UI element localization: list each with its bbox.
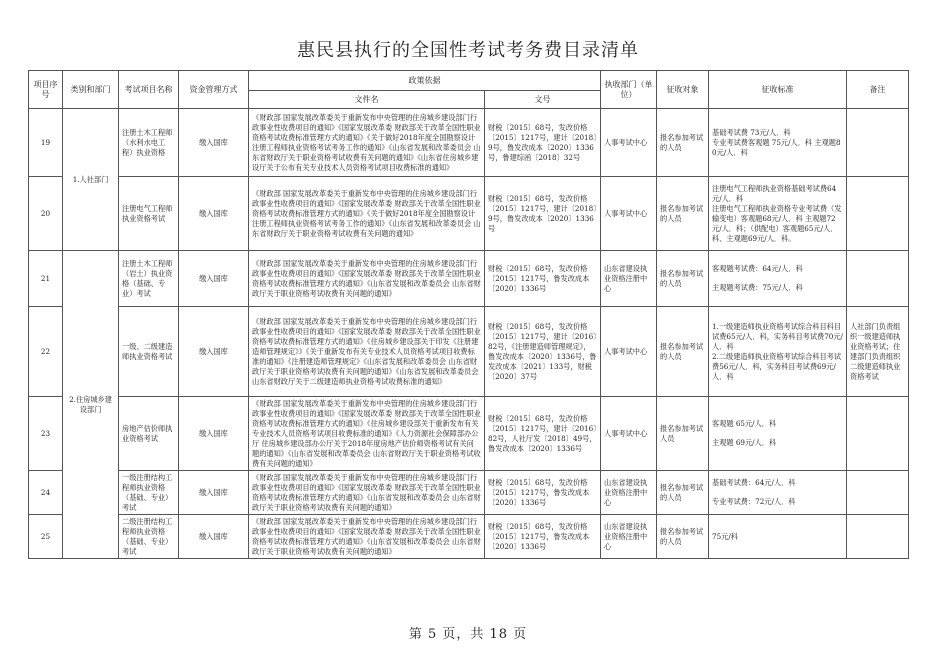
table-row	[29, 109, 909, 177]
exam-name-cell: 房地产估价师执业资格考试	[119, 397, 179, 471]
header-category: 类别和部门	[63, 71, 119, 109]
remark-cell	[847, 397, 909, 471]
standard-line: 主观题考试费：75元/人．科	[712, 283, 803, 292]
standard-line: 1.一级建造师执业资格考试综合科目科目试费65元/人．科，实务科目考试费70元/人．科	[712, 321, 843, 351]
standard-cell	[709, 307, 847, 397]
dept-cell: 山东省建设执业资格注册中心	[601, 251, 657, 307]
fund-mgmt-cell: 缴入国库	[179, 307, 249, 397]
table-row	[29, 397, 909, 471]
seq-cell: 25	[29, 515, 63, 559]
doc-no-cell: 财税〔2015〕68号，发改价格〔2015〕1217号，建计〔2016〕82号，人社厅发〔2018〕49号，鲁发改成本〔2020〕1336号	[485, 397, 601, 471]
target-cell: 报名参加考试的人员	[657, 251, 709, 307]
header-remark: 备注	[847, 71, 909, 109]
doc-no-cell: 财税〔2015〕68号，发改价格〔2015〕1217号，建计〔2018〕9号，鲁发改成本〔2020〕1336号	[485, 177, 601, 251]
header-fund-mgmt: 资金管理方式	[179, 71, 249, 109]
standard-cell	[709, 177, 847, 251]
remark-cell	[847, 471, 909, 515]
header-doc-no: 文号	[485, 91, 601, 109]
table-row	[29, 515, 909, 559]
fund-mgmt-cell: 缴入国库	[179, 471, 249, 515]
doc-no-cell: 财税〔2015〕68号，发改价格〔2015〕1217号，建计〔2018〕9号，鲁发改成本〔2020〕1336号，鲁建综函〔2018〕32号	[485, 109, 601, 177]
exam-name-cell: 一级、二级建造师执业资格考试	[119, 307, 179, 397]
dept-cell: 人事考试中心	[601, 109, 657, 177]
doc-no-cell: 财税〔2015〕68号，发改价格〔2015〕1217号，鲁发改成本〔2020〕1336号	[485, 471, 601, 515]
seq-cell: 23	[29, 397, 63, 471]
standard-line: 75元/科	[712, 531, 738, 541]
header-seq: 项目序号	[29, 71, 63, 109]
doc-no-cell: 财税〔2015〕68号，发改价格〔2015〕1217号，鲁发改成本〔2020〕1336号	[485, 251, 601, 307]
exam-name-cell: 注册土木工程师（岩土）执业资格（基础、专业）考试	[119, 251, 179, 307]
file-name-cell: 《财政部 国家发展改革委关于重新发布中央管理的住房城乡建设部门行政事业性收费项目的通知》《国家发展改革委 财政部关于改革全国性职业资格考试收费标准管理方式的通知》《住房城乡建设部关于重新发布有关专业技术人员资格考试项目收费标准的通知》《人力资源社会保障部办公厅 住房城乡建设部办公厅关于2018年度房地产估价师资格考试有关问题的通知》《山东省发展和改革委员会 山东省财政厅关于职业资格考试收费有关问题的通知》	[249, 397, 485, 471]
dept-cell: 山东省建设执业资格注册中心	[601, 515, 657, 559]
standard-line: 客观题考试费：64元/人．科	[712, 264, 803, 273]
standard-line: 专业考试费客观题 75元/人．科 主观题80元/人．科	[712, 137, 841, 157]
target-cell: 报名参加考试人员	[657, 397, 709, 471]
fund-mgmt-cell: 缴入国库	[179, 251, 249, 307]
standard-line: 注册电气工程师执业资格基础考试费64元/人．科	[712, 183, 837, 203]
table-body	[29, 109, 909, 559]
target-cell: 报名参加考试的人员	[657, 177, 709, 251]
fee-table	[28, 70, 909, 559]
header-file-name: 文件名	[249, 91, 485, 109]
standard-cell	[709, 251, 847, 307]
target-cell: 报名参加考试的人员	[657, 109, 709, 177]
dept-cell: 山东省建设执业资格注册中心	[601, 471, 657, 515]
remark-cell	[847, 515, 909, 559]
page-title: 惠民县执行的全国性考试考务费目录清单	[297, 40, 639, 61]
doc-no-cell: 财税〔2015〕68号，发改价格〔2015〕1217号，建计〔2016〕82号，《注册建造师管理规定》，鲁发改成本〔2020〕1336号，鲁发改成本〔2021〕133号，财税〔2020〕37号	[485, 307, 601, 397]
exam-name-cell: 注册电气工程师执业资格考试	[119, 177, 179, 251]
exam-name-cell: 二级注册结构工程师执业资格（基础、专业）考试	[119, 515, 179, 559]
standard-line: 2.二级建造师执业资格考试综合科目考试费56元/人．科，实务科目考试费69元/人．科	[712, 351, 842, 381]
seq-cell: 21	[29, 251, 63, 307]
file-name-cell: 《财政部 国家发展改革委关于重新发布中央管理的住房城乡建设部门行政事业性收费项目的通知》《国家发展改革委 财政部关于改革全国性职业资格考试收费标准管理方式的通知》《山东省发展和改革委员会 山东省财政厅关于职业资格考试收费有关问题的通知》	[249, 515, 485, 559]
dept-cell: 人事考试中心	[601, 307, 657, 397]
standard-cell	[709, 515, 847, 559]
category-cell: 2.住房城乡建设部门	[63, 251, 119, 559]
file-name-cell: 《财政部 国家发展改革委关于重新发布中央管理的住房城乡建设部门行政事业性收费项目的通知》《国家发展改革委 财政部关于改革全国性职业资格考试收费标准管理方式的通知》《住房城乡建设部关于印发《注册建造师管理规定》》《关于重新发布有关专业技术人员资格考试项目收费标准的通知》《注册建造师管理规定》《山东省发展和改革委员会 山东省财政厅关于职业资格考试收费有关问题的通知》《山东省发展和改革委员会 山东省财政厅关于二级建造师执业资格考试收费标准的通知》	[249, 307, 485, 397]
file-name-cell: 《财政部 国家发展改革委关于重新发布中央管理的住房城乡建设部门行政事业性收费项目的通知》《国家发展改革委 财政部关于改革全国性职业资格考试收费标准管理方式的通知》《山东省发展和改革委员会 山东省财政厅关于职业资格考试收费有关问题的通知》	[249, 251, 485, 307]
fund-mgmt-cell: 缴入国库	[179, 177, 249, 251]
remark-cell	[847, 109, 909, 177]
seq-cell: 24	[29, 471, 63, 515]
category-cell: 1.人社部门	[63, 109, 119, 251]
table-row	[29, 471, 909, 515]
standard-cell	[709, 397, 847, 471]
table-row	[29, 177, 909, 251]
seq-cell: 22	[29, 307, 63, 397]
standard-line: 主观题 69元/人．科	[712, 438, 777, 447]
file-name-cell: 《财政部 国家发展改革委关于重新发布中央管理的住房城乡建设部门行政事业性收费项目的通知》《国家发展改革委 财政部关于改革全国性职业资格考试收费标准管理方式的通知》《山东省发展和改革委员会 山东省财政厅关于职业资格考试收费有关问题的通知》	[249, 471, 485, 515]
seq-cell: 19	[29, 109, 63, 177]
seq-cell: 20	[29, 177, 63, 251]
fund-mgmt-cell: 缴入国库	[179, 397, 249, 471]
header-dept: 执收部门（单位）	[601, 71, 657, 109]
standard-line: 客观题 65元/人．科	[712, 419, 777, 428]
remark-cell	[847, 177, 909, 251]
target-cell: 报名参加考试的人员	[657, 515, 709, 559]
file-name-cell: 《财政部 国家发展改革委关于重新发布中央管理的住房城乡建设部门行政事业性收费项目的通知》《国家发展改革委 财政部关于改革全国性职业资格考试收费标准管理方式的通知》《关于做好2018年度全国勘察设计注册工程师执业资格考试考务工作的通知》《山东省发展和改革委员会 山东省财政厅关于职业资格考试收费有关问题的通知》《山东省住房城乡建设厅关于公布有关专业技术人员资格考试项目收费标准的通知》	[249, 109, 485, 177]
remark-cell: 人社部门负责组织一级建造师执业资格考试；住建部门负责组织二级建造师执业资格考试	[847, 307, 909, 397]
header-target: 征收对象	[657, 71, 709, 109]
standard-cell	[709, 471, 847, 515]
standard-line: 基础考试费 73元/人．科	[712, 127, 791, 137]
dept-cell: 人事考试中心	[601, 177, 657, 251]
target-cell: 报名参加考试的人员	[657, 307, 709, 397]
page-footer: 第 5 页，共 18 页	[408, 627, 528, 642]
remark-cell	[847, 251, 909, 307]
target-cell: 报名参加考试的人员	[657, 471, 709, 515]
standard-cell	[709, 109, 847, 177]
standard-line: 专业考试费：72元/人．科	[712, 497, 796, 506]
standard-line: 注册电气工程师执业资格专业考试费（发输变电）客观题68元/人．科 主观题72元/人．科；（供配电）客观题65元/人．科、主观题69元/人．科。	[712, 203, 842, 243]
header-standard: 征收标准	[709, 71, 847, 109]
header-exam-name: 考试项目名称	[119, 71, 179, 109]
standard-line: 基础考试费：64元/人．科	[712, 478, 796, 487]
exam-name-cell: 一级注册结构工程师执业资格（基础、专业）考试	[119, 471, 179, 515]
file-name-cell: 《财政部 国家发展改革委关于重新发布中央管理的住房城乡建设部门行政事业性收费项目的通知》《国家发展改革委 财政部关于改革全国性职业资格考试收费标准管理方式的通知》《关于做好2018年度全国勘察设计注册工程师执业资格考试考务工作的通知》《山东省发展和改革委员会 山东省财政厅关于职业资格考试收费有关问题的通知》	[249, 177, 485, 251]
exam-name-cell: 注册土木工程师（水利水电工程）执业资格	[119, 109, 179, 177]
fund-mgmt-cell: 缴入国库	[179, 515, 249, 559]
dept-cell: 人事考试中心	[601, 397, 657, 471]
table-row	[29, 251, 909, 307]
header-policy: 政策依据	[249, 71, 601, 91]
table-row	[29, 307, 909, 397]
fund-mgmt-cell: 缴入国库	[179, 109, 249, 177]
doc-no-cell: 财税〔2015〕68号，发改价格〔2015〕1217号，鲁发改成本〔2020〕1336号	[485, 515, 601, 559]
